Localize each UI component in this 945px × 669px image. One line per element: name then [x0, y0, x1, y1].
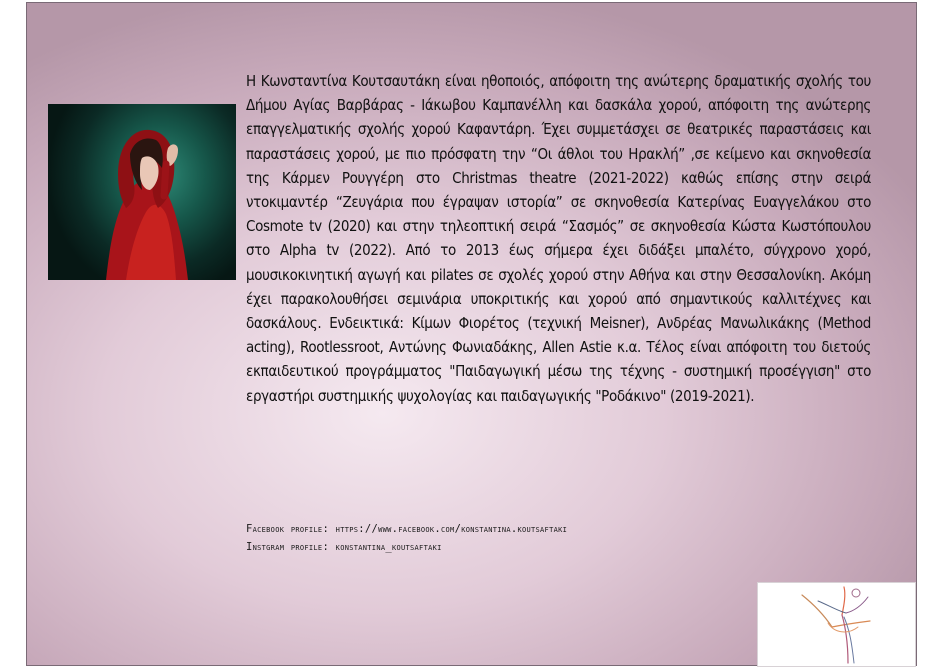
portrait-illustration [48, 104, 236, 280]
bio-text: Η Κωνσταντίνα Κουτσαυτάκη είναι ηθοποιός, απόφοιτη της ανώτερης δραματικής σχολής του Δήμου Αγίας Βαρβάρας - Ιάκωβου Καμπανέλλη και δασκάλα χορού, απόφοιτη της ανώτερης επαγγελματικής σχολής χορού Καφαντάρη. Έχει συμμετάσχει σε θεατρικές παραστάσεις και παραστάσεις χορού, με πιο πρόσφατη την “Οι άθλοι του Ηρακλή” ,σε κείμενο και σκηνοθεσία της Κάρμεν Ρουγγέρη στο Christmas theatre (2021-2022) καθώς επίσης στην σειρά ντοκιμαντέρ “Ζευγάρια που έγραψαν ιστορία” σε σκηνοθεσία Κατερίνας Ευαγγελάκου στο Cosmote tv (2020) και στην τηλεοπτική σειρά “Σασμός” σε σκηνοθεσία Κώστα Κωστόπουλου στο Alpha tv (2022). Από το 2013 έως σήμερα έχει διδάξει μπαλέτο, σύγχρονο χορό, μουσικοκινητική αγωγή και pilates σε σχολές χορού στην Αθήνα και στην Θεσσαλονίκη. Ακόμη έχει παρακολουθήσει σεμινάρια υποκριτικής και χορού από σημαντικούς καλλιτέχνες και δασκάλους. Ενδεικτικά: Κίμων Φιορέτος (τεχνική Meisner), Ανδρέας Μανωλικάκης (Method acting), Rootlessroot, Αντώνης Φωνιαδάκης, Allen Astie κ.α. Τέλος είναι απόφοιτη του διετούς εκπαιδευτικού προγράμματος "Παιδαγωγική μέσω της τέχνης - συστημική προσέγγιση" στο εργαστήρι συστημικής ψυχολογίας και παιδαγωγικής "Ροδάκινο" (2019-2021). [246, 72, 871, 405]
facebook-profile-link[interactable]: Facebook profile: https://www.facebook.com/konstantina.koutsaftaki [246, 523, 568, 535]
dance-school-logo [757, 582, 916, 667]
bio-slide [26, 2, 917, 666]
social-profiles [246, 520, 866, 556]
dancer-line-drawing-icon [758, 583, 916, 667]
portrait-photo [48, 104, 236, 280]
instagram-profile-link[interactable]: Instgram profile: konstantina_koutsaftaki [246, 541, 442, 553]
